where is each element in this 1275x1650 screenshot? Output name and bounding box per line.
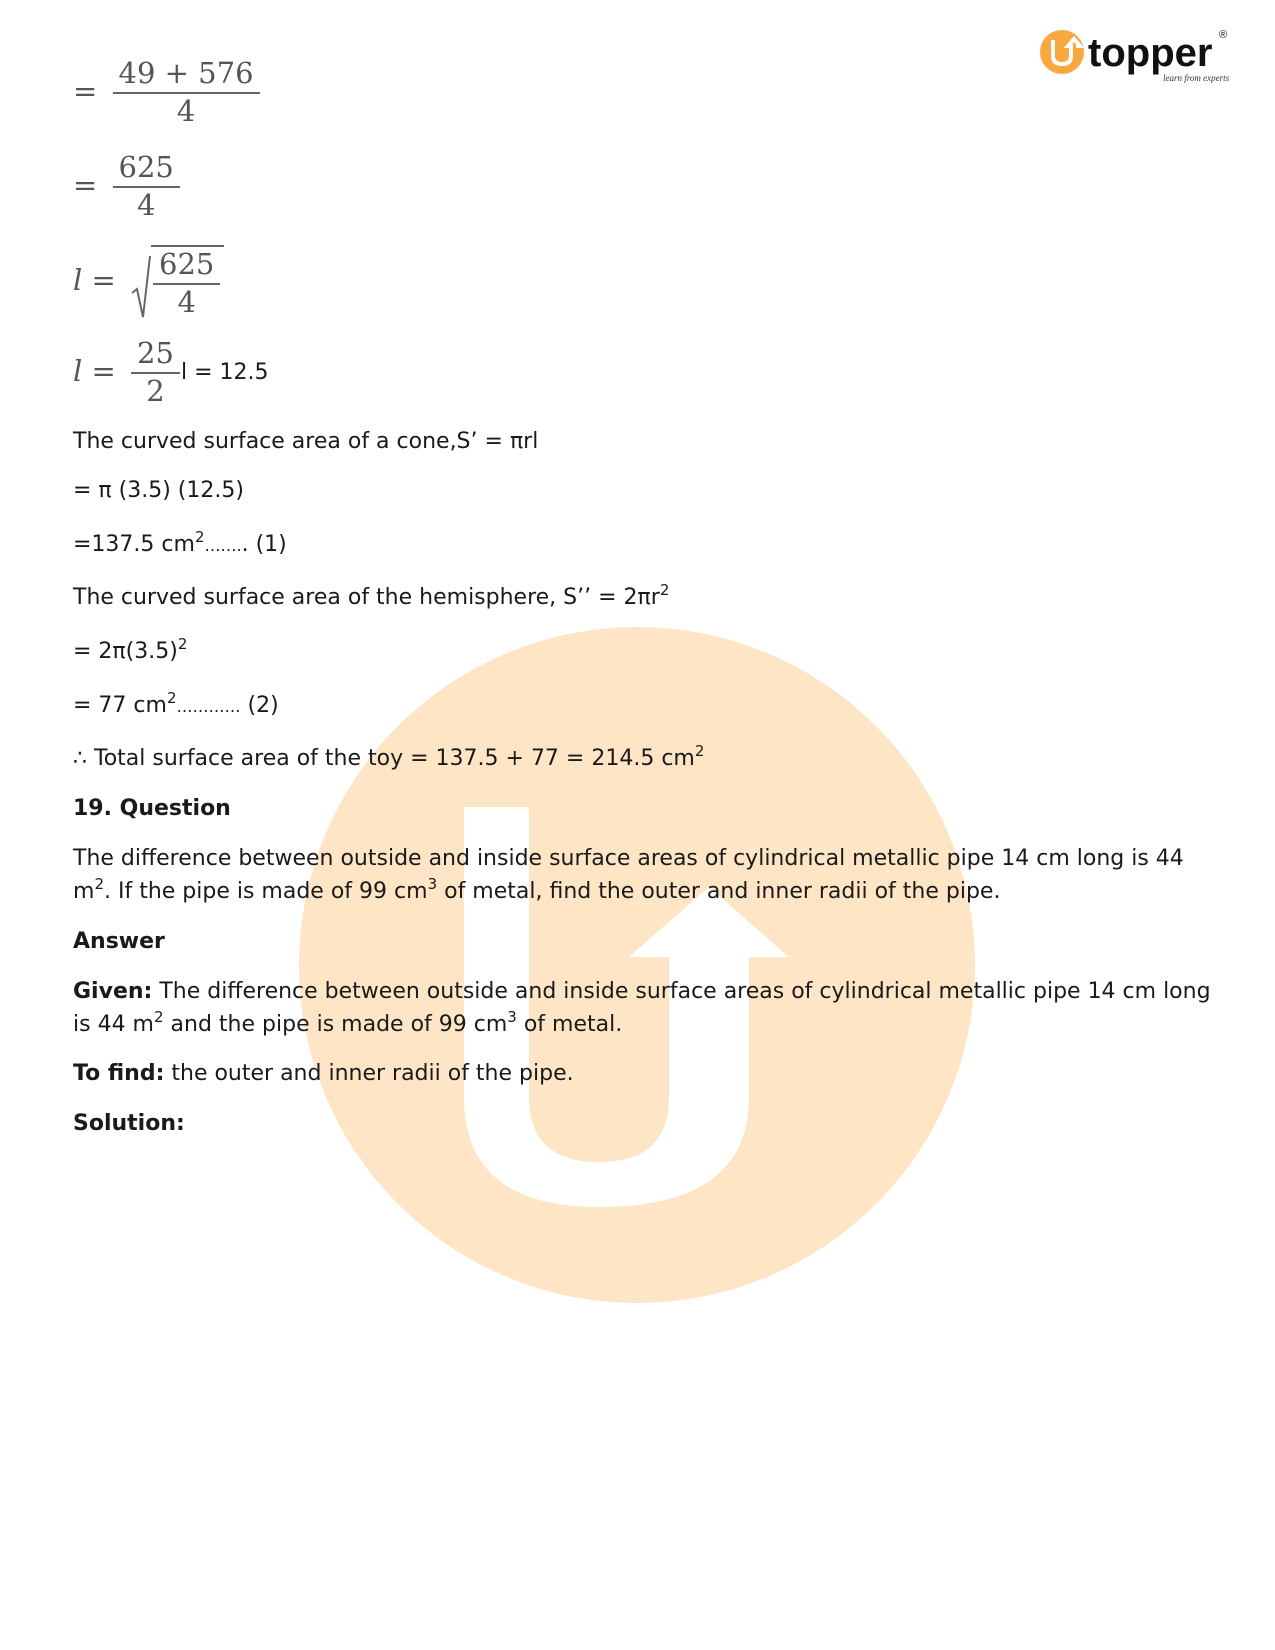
hemisphere-csa-value: = 77 $cm^2\dots\dots\dots\dots$ (2): [73, 689, 279, 718]
square-root: [131, 245, 224, 319]
total-surface-area: ∴ Total surface area of the toy = 137.5 + 77 = 214.5 $cm^2$: [73, 742, 705, 771]
numerator: 25: [131, 338, 180, 374]
math-line-3: [73, 245, 224, 319]
fraction: [131, 338, 180, 408]
fraction: [113, 152, 180, 222]
answer-heading: Answer: [73, 929, 165, 954]
topper-logo: [1038, 26, 1238, 86]
cone-csa-value: =137.5 $cm^2\dots\dots$.. (1): [73, 528, 287, 557]
question-heading: 19. Question: [73, 796, 231, 821]
slant-height-result: l = 12.5: [181, 360, 269, 385]
given-text: Given: The difference between outside and inside surface areas of cylindrical metallic pipe 14 cm long is 44 $m^2$ and the pipe is made of 99 $cm^3$ of metal.: [73, 979, 1211, 1037]
solution-heading: Solution:: [73, 1111, 185, 1136]
denominator: 4: [176, 93, 196, 128]
denominator: 4: [177, 284, 196, 319]
to-find-text: To find: the outer and inner radii of the pipe.: [73, 1061, 574, 1086]
watermark-logo: [299, 627, 975, 1303]
hemisphere-csa-substitution: = $2\pi(3.5)^2$: [73, 635, 188, 664]
math-line-4: [73, 338, 180, 408]
variable-l: l: [73, 353, 83, 388]
equals-sign: =: [73, 167, 98, 202]
denominator: 4: [136, 187, 156, 222]
cone-csa-formula: The curved surface area of a cone,S’ = πrl: [73, 429, 539, 454]
equals-sign: =: [91, 353, 116, 388]
numerator: 625: [153, 249, 220, 285]
cone-csa-substitution: = π (3.5) (12.5): [73, 478, 244, 503]
logo-badge: [1040, 30, 1084, 74]
math-line-2: [73, 152, 180, 222]
logo-tagline: learn from experts: [1163, 73, 1230, 83]
hemisphere-csa-formula: The curved surface area of the hemisphere, S’’ = $2\pi r^2$: [73, 581, 670, 610]
equals-sign: =: [73, 73, 98, 108]
numerator: 49 + 576: [113, 58, 260, 94]
equals-sign: =: [91, 262, 116, 297]
math-line-1: [73, 58, 260, 128]
denominator: 2: [146, 373, 165, 408]
fraction: [113, 58, 260, 128]
variable-l: l: [73, 262, 83, 297]
numerator: 625: [113, 152, 180, 188]
logo-wordmark: topper: [1088, 31, 1213, 75]
radical-icon: [131, 255, 151, 319]
fraction: [153, 249, 220, 319]
logo-registered: ®: [1219, 29, 1228, 41]
question-text: The difference between outside and inside surface areas of cylindrical metallic pipe 14 cm long is 44 $m^2$. If the pipe is made of 99 $cm^3$ of metal, find the outer and inner radii of the pipe.: [73, 846, 1184, 904]
